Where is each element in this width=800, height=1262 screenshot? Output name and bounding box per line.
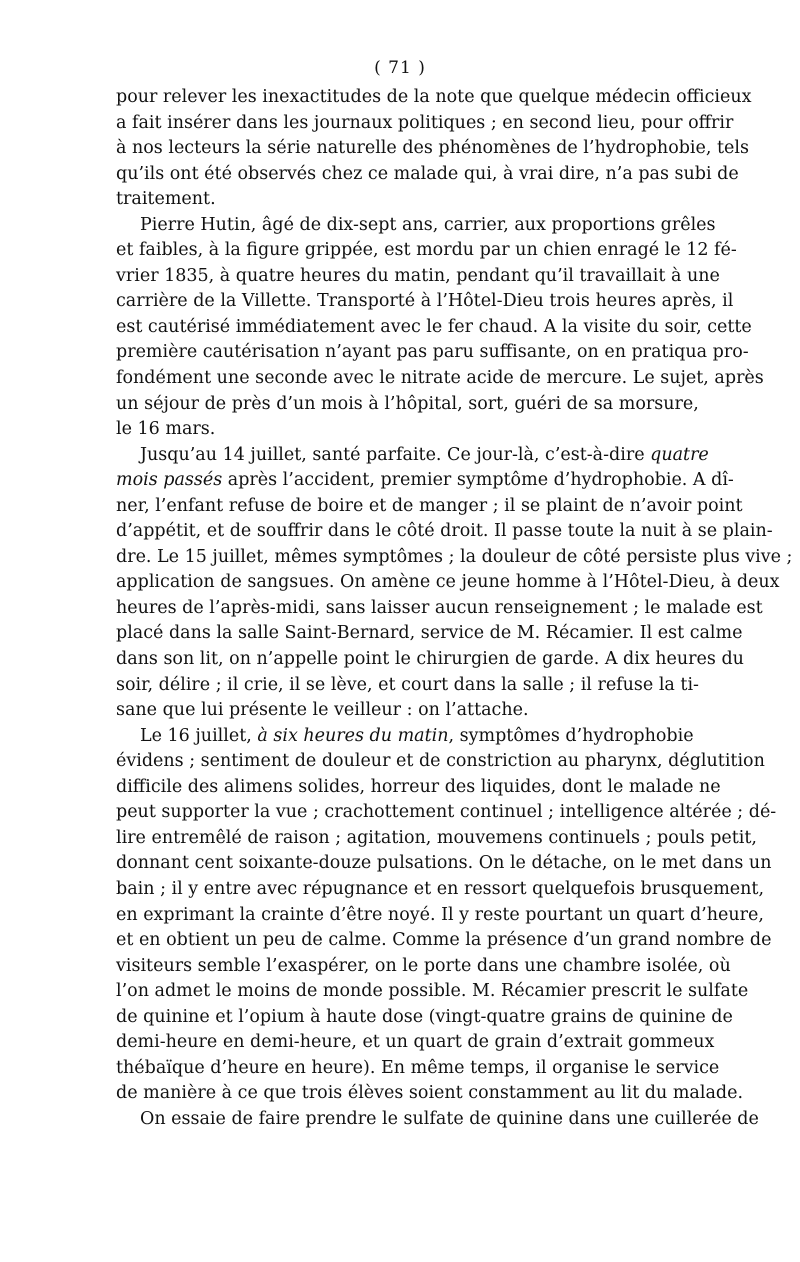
text-line: première cautérisation n’ayant pas paru suffisante, on en pratiqua pro- xyxy=(116,342,749,363)
text-line: lire entremêlé de raison ; agitation, mouvemens continuels ; pouls petit, xyxy=(116,827,757,848)
text-line: application de sangsues. On amène ce jeune homme à l’Hôtel-Dieu, à deux xyxy=(116,572,780,593)
text-line: de manière à ce que trois élèves soient constamment au lit du malade. xyxy=(116,1083,744,1104)
text-line: traitement. xyxy=(116,189,216,210)
text-line: peut supporter la vue ; crachottement continuel ; intelligence altérée ; dé- xyxy=(116,802,777,823)
text-line: a fait insérer dans les journaux politiques ; en second lieu, pour offrir xyxy=(116,112,734,133)
text-line: dre. Le 15 juillet, mêmes symptômes ; la douleur de côté persiste plus vive ; xyxy=(116,546,793,567)
text-line: de quinine et l’opium à haute dose (vingt-quatre grains de quinine de xyxy=(116,1006,733,1027)
text-line: un séjour de près d’un mois à l’hôpital, sort, guéri de sa morsure, xyxy=(116,393,699,414)
text-line: Le 16 juillet, à six heures du matin, symptômes d’hydrophobie xyxy=(140,725,694,746)
page-number: ( 71 ) xyxy=(374,58,426,78)
text-line: On essaie de faire prendre le sulfate de quinine dans une cuillerée de xyxy=(140,1108,759,1129)
text-line: évidens ; sentiment de douleur et de constriction au pharynx, déglutition xyxy=(116,751,765,772)
text-line: bain ; il y entre avec répugnance et en ressort quelquefois brusquement, xyxy=(116,878,765,899)
text-line: placé dans la salle Saint-Bernard, service de M. Récamier. Il est calme xyxy=(116,623,743,644)
text-line: l’on admet le moins de monde possible. M. Récamier prescrit le sulfate xyxy=(116,981,749,1002)
italic-phrase: quatre xyxy=(650,444,709,465)
text-line: et en obtient un peu de calme. Comme la présence d’un grand nombre de xyxy=(116,930,772,951)
text-line: soir, délire ; il crie, il se lève, et court dans la salle ; il refuse la ti- xyxy=(116,674,699,695)
text-line: qu’ils ont été observés chez ce malade qui, à vrai dire, n’a pas subi de xyxy=(116,163,739,184)
text-line: à nos lecteurs la série naturelle des phénomènes de l’hydrophobie, tels xyxy=(116,138,749,159)
text-line: Pierre Hutin, âgé de dix-sept ans, carrier, aux proportions grêles xyxy=(140,214,716,235)
body-text xyxy=(116,85,793,1132)
text-line: Jusqu’au 14 juillet, santé parfaite. Ce jour-là, c’est-à-dire quatre xyxy=(140,444,709,465)
text-line: thébaïque d’heure en heure). En même temps, il organise le service xyxy=(116,1057,720,1078)
text-line: est cautérisé immédiatement avec le fer chaud. A la visite du soir, cette xyxy=(116,316,752,337)
text-line: demi-heure en demi-heure, et un quart de grain d’extrait gommeux xyxy=(116,1032,715,1053)
text-line: donnant cent soixante-douze pulsations. On le détache, on le met dans un xyxy=(116,853,772,874)
text-line: fondément une seconde avec le nitrate acide de mercure. Le sujet, après xyxy=(116,368,764,389)
text-line: carrière de la Villette. Transporté à l’Hôtel-Dieu trois heures après, il xyxy=(116,291,734,312)
text-line: dans son lit, on n’appelle point le chirurgien de garde. A dix heures du xyxy=(116,649,744,670)
text-line: pour relever les inexactitudes de la note que quelque médecin officieux xyxy=(116,87,752,107)
text-line: en exprimant la crainte d’être noyé. Il y reste pourtant un quart d’heure, xyxy=(116,904,764,925)
italic-phrase: à six heures du matin xyxy=(257,725,449,746)
text-line: sane que lui présente le veilleur : on l’attache. xyxy=(116,700,529,721)
text-line: difficile des alimens solides, horreur des liquides, dont le malade ne xyxy=(116,776,721,797)
text-line: heures de l’après-midi, sans laisser aucun renseignement ; le malade est xyxy=(116,597,763,618)
text-line: d’appétit, et de souffrir dans le côté droit. Il passe toute la nuit à se plain- xyxy=(116,521,773,542)
text-line: visiteurs semble l’exaspérer, on le porte dans une chambre isolée, où xyxy=(116,955,731,976)
text-line: ner, l’enfant refuse de boire et de manger ; il se plaint de n’avoir point xyxy=(116,495,743,516)
text-line: vrier 1835, à quatre heures du matin, pendant qu’il travaillait à une xyxy=(116,265,720,286)
text-line: mois passés après l’accident, premier symptôme d’hydrophobie. A dî- xyxy=(116,470,734,491)
text-line: et faibles, à la figure grippée, est mordu par un chien enragé le 12 fé- xyxy=(116,240,737,261)
text-line: le 16 mars. xyxy=(116,419,216,440)
italic-phrase: mois passés xyxy=(116,470,223,491)
